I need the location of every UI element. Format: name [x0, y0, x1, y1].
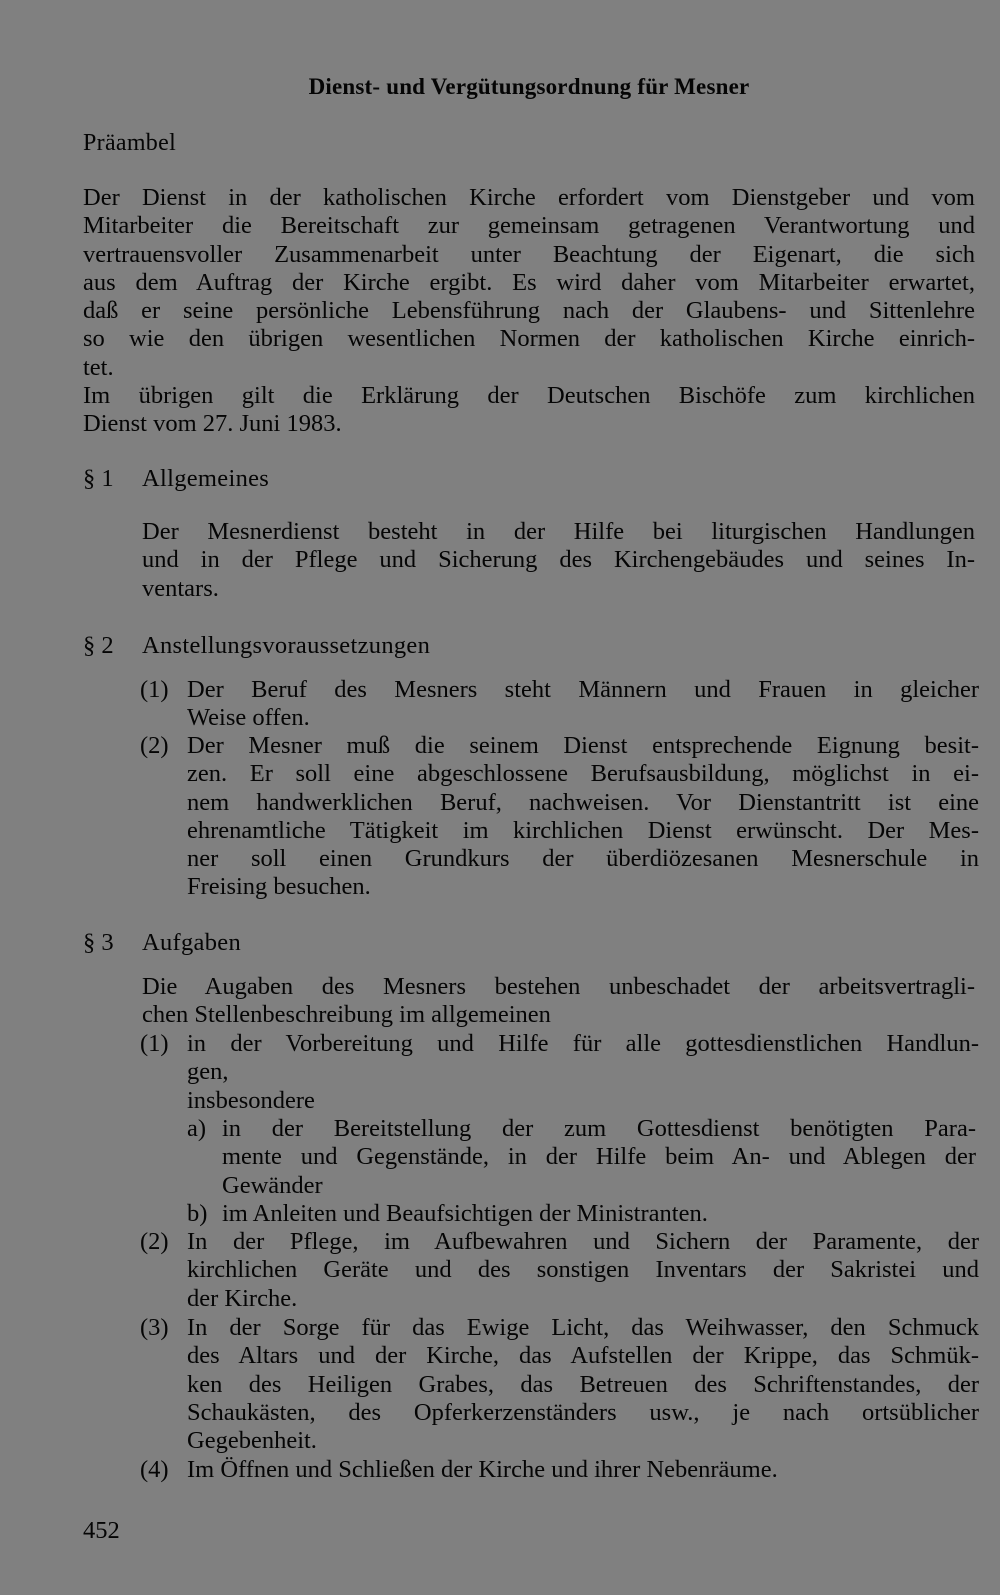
text-line: Im Öffnen und Schließen der Kirche und ihrer Nebenräume. [187, 1456, 778, 1483]
text-line: Der Mesnerdienst besteht in der Hilfe bei liturgischen Handlungen [142, 518, 975, 545]
document-title: Dienst- und Vergütungsordnung für Mesner [308, 74, 750, 99]
sub-item-letter: a) [187, 1115, 207, 1142]
text-line: des Altars und der Kirche, das Aufstellen der Krippe, das Schmük- [187, 1342, 979, 1370]
text-line: daß er seine persönliche Lebensführung nach der Glaubens- und Sittenlehre [83, 297, 975, 325]
text-line: In der Sorge für das Ewige Licht, das Weihwasser, den Schmuck [187, 1314, 979, 1341]
text-line: Gegebenheit. [187, 1427, 317, 1455]
text-line: ken des Heiligen Grabes, das Betreuen des Schriftenstandes, der [187, 1370, 979, 1398]
text-line: Der Mesner muß die seinem Dienst entsprechende Eignung besit- [187, 732, 979, 759]
text-line: Schaukästen, des Opferkerzenständers usw., je nach ortsüblicher [187, 1398, 979, 1426]
text-line: nem handwerklichen Beruf, nachweisen. Vor Dienstantritt ist eine [187, 788, 979, 816]
section-title: Aufgaben [142, 929, 242, 956]
text-line: Gewänder [222, 1171, 323, 1199]
text-line: der Kirche. [187, 1284, 298, 1312]
section-number: § 1 [83, 465, 114, 492]
item-body [187, 1228, 979, 1313]
text-line: kirchlichen Geräte und des sonstigen Inventars der Sakristei und [187, 1256, 979, 1284]
item-number: (3) [140, 1314, 169, 1341]
item-body [187, 676, 979, 733]
item-number: (4) [140, 1456, 169, 1483]
text-line: Der Beruf des Mesners steht Männern und Frauen in gleicher [187, 676, 979, 703]
item-body [187, 1456, 979, 1484]
text-line: vertrauensvoller Zusammenarbeit unter Beachtung der Eigenart, die sich [83, 240, 975, 268]
text-line: In der Pflege, im Aufbewahren und Sichern der Paramente, der [187, 1228, 979, 1255]
section-number: § 2 [83, 632, 114, 659]
text-line: ventars. [142, 574, 219, 602]
text-line: zen. Er soll eine abgeschlossene Berufsausbildung, möglichst in ei- [187, 760, 979, 788]
text-line: insbesondere [187, 1086, 315, 1114]
section-intro [142, 973, 975, 1030]
item-number: (1) [140, 1030, 169, 1057]
text-line: gen, [187, 1058, 229, 1086]
item-body [187, 1314, 979, 1455]
text-line: Im übrigen gilt die Erklärung der Deutschen Bischöfe zum kirchlichen [83, 382, 975, 410]
text-line: mente und Gegenstände, in der Hilfe beim An- und Ablegen der [222, 1143, 976, 1171]
text-line: ner soll einen Grundkurs der überdiözesanen Mesnerschule in [187, 845, 979, 873]
text-line: chen Stellenbeschreibung im allgemeinen [142, 1001, 551, 1029]
sub-item-body [222, 1200, 976, 1228]
text-line: tet. [83, 353, 114, 381]
preamble-paragraph [83, 184, 975, 439]
item-number: (2) [140, 732, 169, 759]
sub-item-letter: b) [187, 1200, 208, 1227]
text-line: so wie den übrigen wesentlichen Normen der katholischen Kirche einrich- [83, 325, 975, 353]
text-line: Der Dienst in der katholischen Kirche erfordert vom Dienstgeber und vom [83, 184, 975, 211]
item-body [187, 1030, 979, 1115]
text-line: in der Vorbereitung und Hilfe für alle gottesdienstlichen Handlun- [187, 1030, 979, 1057]
text-line: Freising besuchen. [187, 873, 371, 901]
section-title: Allgemeines [142, 465, 270, 492]
section-number: § 3 [83, 929, 114, 956]
item-number: (1) [140, 676, 169, 703]
text-line: im Anleiten und Beaufsichtigen der Ministranten. [222, 1200, 708, 1227]
text-line: in der Bereitstellung der zum Gottesdienst benötigten Para- [222, 1115, 976, 1142]
text-line: und in der Pflege und Sicherung des Kirchengebäudes und seines In- [142, 546, 975, 574]
section-text [142, 518, 975, 603]
text-line: aus dem Auftrag der Kirche ergibt. Es wird daher vom Mitarbeiter erwartet, [83, 268, 975, 296]
text-line: Dienst vom 27. Juni 1983. [83, 410, 342, 438]
section-title: Anstellungsvoraussetzungen [142, 632, 431, 659]
text-line: ehrenamtliche Tätigkeit im kirchlichen Dienst erwünscht. Der Mes- [187, 816, 979, 844]
preamble-heading: Präambel [83, 130, 177, 156]
text-line: Mitarbeiter die Bereitschaft zur gemeinsam getragenen Verantwortung und [83, 212, 975, 240]
item-body [187, 732, 979, 902]
sub-item-body [222, 1115, 976, 1200]
text-line: Weise offen. [187, 704, 310, 732]
text-line: Die Augaben des Mesners bestehen unbeschadet der arbeitsvertragli- [142, 973, 975, 1000]
item-number: (2) [140, 1228, 169, 1255]
page-number: 452 [83, 1517, 120, 1544]
